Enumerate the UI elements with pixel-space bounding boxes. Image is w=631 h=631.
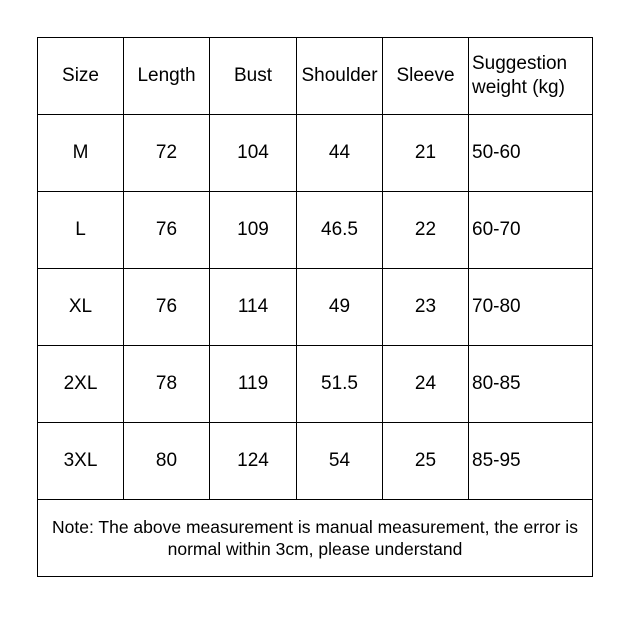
header-bust: Bust (210, 38, 297, 115)
cell-weight: 60-70 (469, 192, 593, 269)
cell-size: 3XL (38, 423, 124, 500)
table-row (38, 115, 593, 192)
cell-shoulder: 46.5 (297, 192, 383, 269)
cell-bust: 119 (210, 346, 297, 423)
cell-sleeve: 23 (383, 269, 469, 346)
header-shoulder: Shoulder (297, 38, 383, 115)
cell-sleeve: 21 (383, 115, 469, 192)
cell-weight: 70-80 (469, 269, 593, 346)
cell-shoulder: 54 (297, 423, 383, 500)
cell-bust: 104 (210, 115, 297, 192)
cell-length: 78 (124, 346, 210, 423)
cell-weight: 80-85 (469, 346, 593, 423)
cell-sleeve: 24 (383, 346, 469, 423)
cell-sleeve: 25 (383, 423, 469, 500)
cell-length: 72 (124, 115, 210, 192)
cell-length: 76 (124, 192, 210, 269)
cell-bust: 114 (210, 269, 297, 346)
cell-size: XL (38, 269, 124, 346)
cell-bust: 109 (210, 192, 297, 269)
size-chart-table (37, 37, 593, 577)
cell-shoulder: 51.5 (297, 346, 383, 423)
cell-weight: 85-95 (469, 423, 593, 500)
header-sleeve: Sleeve (383, 38, 469, 115)
cell-shoulder: 44 (297, 115, 383, 192)
header-length: Length (124, 38, 210, 115)
cell-sleeve: 22 (383, 192, 469, 269)
cell-weight: 50-60 (469, 115, 593, 192)
cell-size: L (38, 192, 124, 269)
cell-bust: 124 (210, 423, 297, 500)
cell-size: M (38, 115, 124, 192)
header-size: Size (38, 38, 124, 115)
table-row (38, 269, 593, 346)
cell-size: 2XL (38, 346, 124, 423)
table-row (38, 423, 593, 500)
cell-shoulder: 49 (297, 269, 383, 346)
header-row (38, 38, 593, 115)
measurement-note: Note: The above measurement is manual measurement, the error is normal within 3cm, please understand (38, 500, 593, 577)
table-row (38, 346, 593, 423)
note-row (38, 500, 593, 577)
table-row (38, 192, 593, 269)
header-suggestion-weight: Suggestion weight (kg) (469, 38, 593, 115)
cell-length: 80 (124, 423, 210, 500)
cell-length: 76 (124, 269, 210, 346)
